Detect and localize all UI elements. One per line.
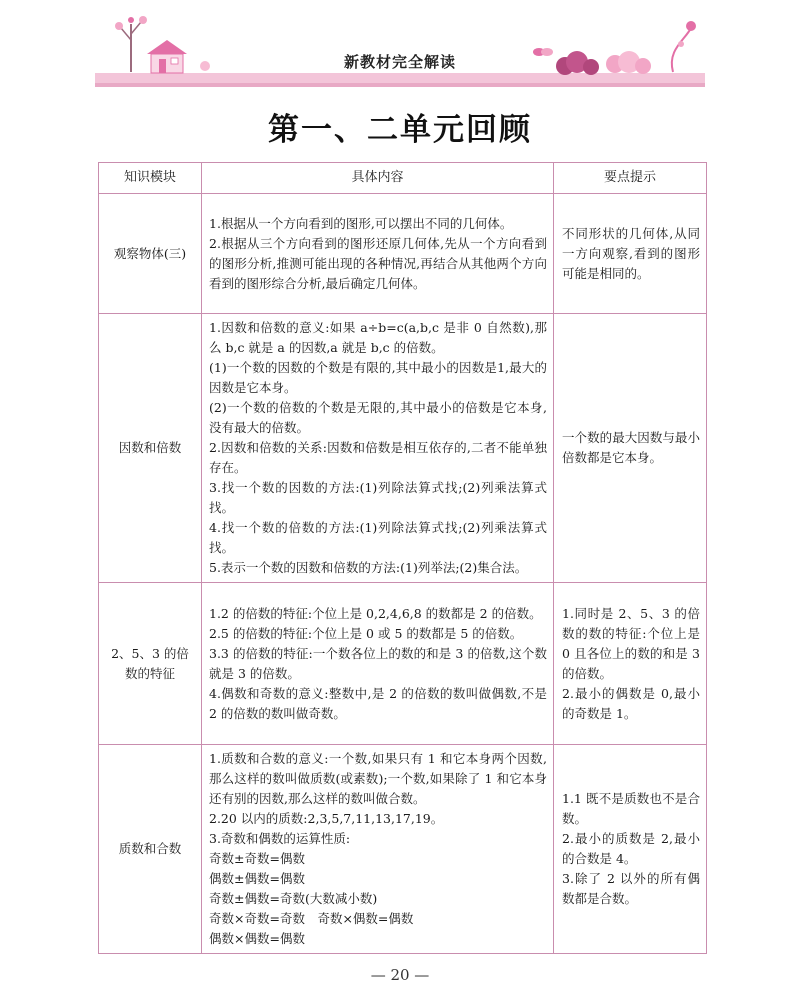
module-cell: 质数和合数 (99, 745, 202, 954)
header-tip: 要点提示 (554, 163, 707, 194)
content-line: 偶数±偶数=偶数 (209, 871, 305, 886)
content-line: 2.5 的倍数的特征:个位上是 0 或 5 的数都是 5 的倍数。 (209, 625, 523, 641)
content-line: 2.20 以内的质数:2,3,5,7,11,13,17,19。 (209, 811, 444, 826)
content-cell (202, 194, 554, 314)
tip-line: 一个数的最大因数与最小倍数都是它本身。 (562, 430, 700, 465)
content-line: 奇数×奇数=奇数 奇数×偶数=偶数 (209, 911, 414, 926)
tip-cell (554, 745, 707, 954)
content-line: 2.因数和倍数的关系:因数和倍数是相互依存的,二者不能单独存在。 (209, 440, 547, 475)
tip-line: 1.1 既不是质数也不是合数。 (562, 791, 700, 826)
content-line: 1.因数和倍数的意义:如果 a÷b=c(a,b,c 是非 0 自然数),那么 b,c 就是 a 的因数,a 就是 b,c 的倍数。 (209, 320, 547, 355)
content-line: 5.表示一个数的因数和倍数的方法:(1)列举法;(2)集合法。 (209, 560, 528, 575)
page-number: — 20 — (370, 966, 430, 984)
content-line: (1)一个数的因数的个数是有限的,其中最小的因数是1,最大的因数是它本身。 (209, 360, 547, 395)
tip-cell (554, 583, 707, 745)
content-line: 3.找一个数的因数的方法:(1)列除法算式找;(2)列乘法算式找。 (209, 480, 547, 515)
content-line: 奇数±奇数=偶数 (209, 851, 305, 866)
tip-line: 3.除了 2 以外的所有偶数都是合数。 (562, 871, 700, 906)
content-line: 4.偶数和奇数的意义:整数中,是 2 的倍数的数叫做偶数,不是 2 的倍数的数叫做奇数。 (209, 685, 547, 721)
tip-line: 不同形状的几何体,从同一方向观察,看到的图形可能是相同的。 (562, 225, 700, 281)
module-cell: 观察物体(三) (99, 194, 202, 314)
content-line: 3.3 的倍数的特征:一个数各位上的数的和是 3 的倍数,这个数就是 3 的倍数。 (209, 645, 547, 681)
header-banner (95, 10, 705, 88)
content-line: 偶数×偶数=偶数 (209, 931, 305, 946)
content-line: 1.质数和合数的意义:一个数,如果只有 1 和它本身两个因数,那么这样的数叫做质数(或素数);一个数,如果除了 1 和它本身还有别的因数,那么这样的数叫做合数。 (209, 751, 547, 806)
tip-cell (554, 194, 707, 314)
content-cell (202, 314, 554, 583)
table-header-row (99, 163, 707, 194)
content-line: 4.找一个数的倍数的方法:(1)列除法算式找;(2)列乘法算式找。 (209, 520, 547, 555)
tip-cell (554, 314, 707, 583)
table-row (99, 583, 707, 745)
review-table (98, 162, 707, 954)
content-line: 1.2 的倍数的特征:个位上是 0,2,4,6,8 的数都是 2 的倍数。 (209, 605, 542, 621)
content-line: 2.根据从三个方向看到的图形还原几何体,先从一个方向看到的图形分析,推测可能出现的各种情况,再结合从其他两个方向看到的图形综合分析,最后确定几何体。 (209, 235, 547, 291)
banner-decoration (95, 10, 705, 88)
tip-line: 1.同时是 2、5、3 的倍数的数的特征:个位上是 0 且各位上的数的和是 3 的倍数。 (562, 605, 700, 681)
table-row (99, 194, 707, 314)
table-row (99, 745, 707, 954)
module-cell: 因数和倍数 (99, 314, 202, 583)
content-line: 奇数±偶数=奇数(大数减小数) (209, 891, 378, 906)
page-title: 第一、二单元回顾 (268, 112, 532, 148)
content-cell (202, 583, 554, 745)
content-line: 1.根据从一个方向看到的图形,可以摆出不同的几何体。 (209, 215, 513, 231)
series-title: 新教材完全解读 (343, 53, 456, 71)
tip-line: 2.最小的质数是 2,最小的合数是 4。 (562, 831, 700, 866)
content-cell (202, 745, 554, 954)
table-row (99, 314, 707, 583)
tip-line: 2.最小的偶数是 0,最小的奇数是 1。 (562, 685, 700, 721)
header-module: 知识模块 (99, 163, 202, 194)
content-line: (2)一个数的倍数的个数是无限的,其中最小的倍数是它本身,没有最大的倍数。 (209, 400, 547, 435)
content-line: 3.奇数和偶数的运算性质: (209, 831, 351, 846)
module-cell: 2、5、3 的倍数的特征 (99, 583, 202, 745)
header-content: 具体内容 (202, 163, 554, 194)
